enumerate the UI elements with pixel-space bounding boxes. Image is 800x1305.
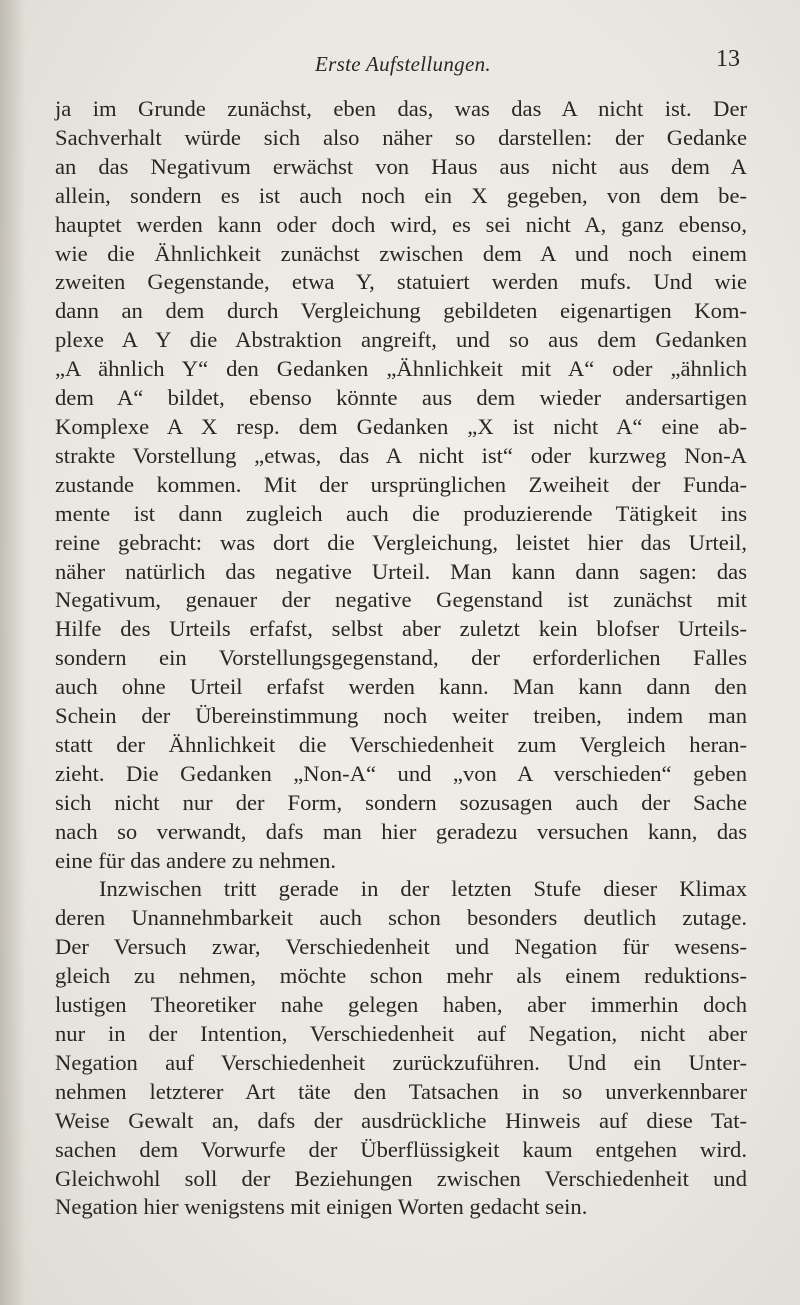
text-line: an das Negativum erwächst von Haus aus nicht aus dem A: [55, 153, 747, 179]
text-line: statt der Ähnlichkeit die Verschiedenheit zum Vergleich heran-: [55, 731, 747, 757]
text-line: sondern ein Vorstellungsgegenstand, der erforderlichen Falles: [55, 645, 747, 671]
text-line: strakte Vorstellung „etwas, das A nicht ist“ oder kurzweg Non-A: [55, 442, 747, 468]
text-line: dem A“ bildet, ebenso könnte aus dem wieder andersartigen: [55, 385, 747, 411]
page-number: 13: [716, 46, 740, 72]
text-line: hauptet werden kann oder doch wird, es sei nicht A, ganz ebenso,: [55, 211, 747, 237]
text-line: nur in der Intention, Verschiedenheit auf Negation, nicht aber: [55, 1021, 747, 1046]
text-line: Hilfe des Urteils erfafst, selbst aber zuletzt kein blofser Urteils-: [55, 616, 747, 642]
text-line: Gleichwohl soll der Beziehungen zwischen Verschiedenheit und: [55, 1165, 747, 1191]
text-line: plexe A Y die Abstraktion angreift, und so aus dem Gedanken: [55, 327, 747, 353]
running-head: Erste Aufstellungen.: [315, 52, 491, 76]
text-line: zieht. Die Gedanken „Non-A“ und „von A verschieden“ geben: [55, 760, 747, 786]
text-line: deren Unannehmbarkeit auch schon besonders deutlich zutage.: [55, 905, 747, 931]
text-line: Komplexe A X resp. dem Gedanken „X ist nicht A“ eine ab-: [55, 413, 747, 439]
text-line: Der Versuch zwar, Verschiedenheit und Negation für wesens-: [55, 934, 747, 960]
text-line: Weise Gewalt an, dafs der ausdrückliche Hinweis auf diese Tat-: [55, 1107, 747, 1133]
text-line: wie die Ähnlichkeit zunächst zwischen dem A und noch einem: [55, 240, 747, 266]
text-line: „A ähnlich Y“ den Gedanken „Ähnlichkeit mit A“ oder „ähnlich: [55, 356, 747, 382]
text-line: zustande kommen. Mit der ursprünglichen Zweiheit der Funda-: [55, 471, 747, 497]
text-line: sachen dem Vorwurfe der Überflüssigkeit kaum entgehen wird.: [55, 1136, 747, 1162]
text-line: sich nicht nur der Form, sondern sozusagen auch der Sache: [55, 789, 747, 815]
text-line: Negativum, genauer der negative Gegenstand ist zunächst mit: [55, 587, 747, 613]
text-line: eine für das andere zu nehmen.: [55, 847, 337, 873]
body-text: [55, 95, 747, 1222]
text-line: Schein der Übereinstimmung noch weiter treiben, indem man: [55, 703, 747, 729]
text-line: ja im Grunde zunächst, eben das, was das A nicht ist. Der: [55, 96, 747, 121]
text-line: zweiten Gegenstande, etwa Y, statuiert werden mufs. Und wie: [55, 269, 747, 295]
text-line: Negation hier wenigstens mit einigen Worten gedacht sein.: [55, 1194, 588, 1220]
text-line: lustigen Theoretiker nahe gelegen haben, aber immerhin doch: [55, 992, 747, 1018]
text-line: reine gebracht: was dort die Vergleichung, leistet hier das Urteil,: [55, 529, 747, 555]
paragraph: [55, 95, 747, 875]
text-line: mente ist dann zugleich auch die produzierende Tätigkeit ins: [55, 500, 747, 526]
text-line: allein, sondern es ist auch noch ein X gegeben, von dem be-: [55, 182, 747, 208]
text-line: dann an dem durch Vergleichung gebildeten eigenartigen Kom-: [55, 298, 747, 324]
spine-shadow: [0, 0, 26, 1305]
paragraph: [55, 875, 747, 1222]
text-line: Sachverhalt würde sich also näher so darstellen: der Gedanke: [55, 124, 747, 150]
text-line: auch ohne Urteil erfafst werden kann. Man kann dann den: [55, 674, 747, 700]
text-line: gleich zu nehmen, möchte schon mehr als einem reduktions-: [55, 963, 747, 989]
text-line: nach so verwandt, dafs man hier geradezu versuchen kann, das: [55, 818, 747, 844]
text-line: nehmen letzterer Art täte den Tatsachen in so unverkennbarer: [55, 1078, 747, 1104]
page-header: [0, 46, 800, 84]
text-line: Inzwischen tritt gerade in der letzten Stufe dieser Klimax: [99, 876, 747, 902]
text-line: näher natürlich das negative Urteil. Man kann dann sagen: das: [55, 558, 747, 584]
text-line: Negation auf Verschiedenheit zurückzuführen. Und ein Unter-: [55, 1049, 747, 1075]
